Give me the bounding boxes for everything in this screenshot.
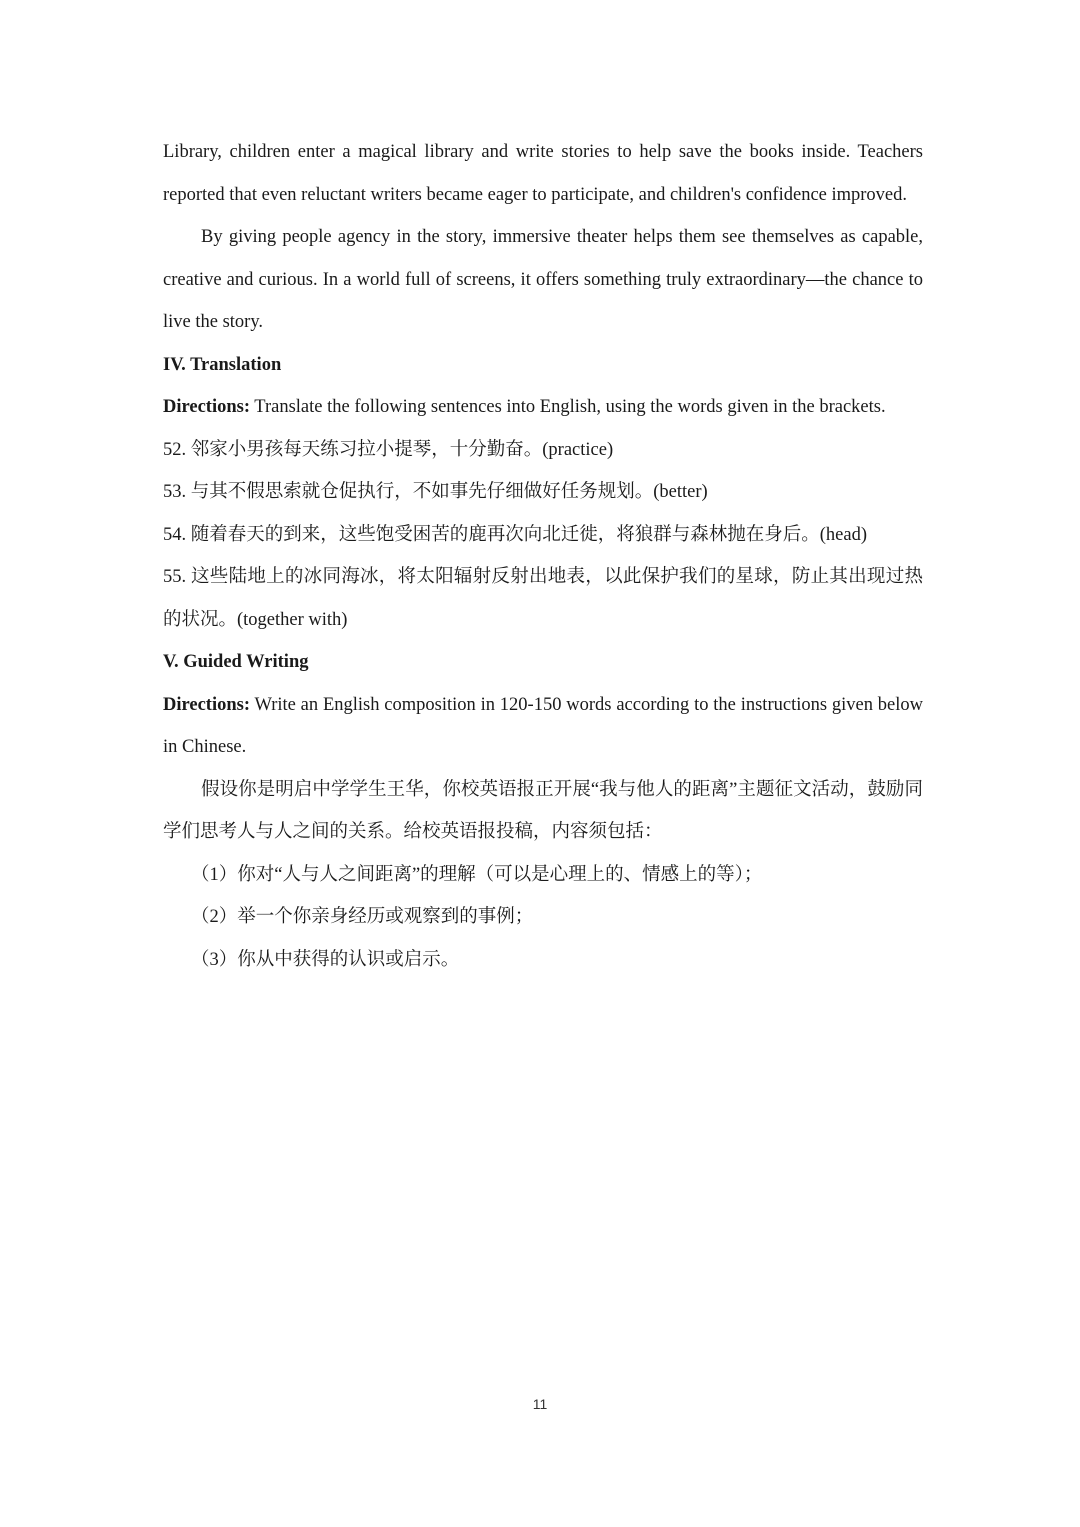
writing-point-1: （1）你对“人与人之间距离”的理解（可以是心理上的、情感上的等）； bbox=[191, 864, 763, 885]
translation-item-55: 55. 这些陆地上的冰同海冰，将太阳辐射反射出地表，以此保护我们的星球，防止其出现过热的状况。(together with) bbox=[163, 567, 923, 630]
translation-item-54: 54. 随着春天的到来，这些饱受困苦的鹿再次向北迁徙，将狼群与森林抛在身后。(head) bbox=[163, 524, 867, 545]
translation-item-53: 53. 与其不假思索就仓促执行，不如事先仔细做好任务规划。(better) bbox=[163, 482, 708, 502]
writing-point-3: （3）你从中获得的认识或启示。 bbox=[191, 949, 460, 970]
translation-directions-label: Directions: bbox=[163, 397, 250, 417]
writing-directions bbox=[163, 684, 923, 769]
writing-heading: V. Guided Writing bbox=[163, 652, 309, 672]
translation-item-52: 52. 邻家小男孩每天练习拉小提琴，十分勤奋。(practice) bbox=[163, 439, 614, 460]
translation-heading: IV. Translation bbox=[163, 354, 282, 375]
reading-paragraph-end: Library, children enter a magical library and write stories to help save the books inside. Teachers reported that even reluctant writers became eager to participate, and children's confidence improved. bbox=[163, 142, 923, 205]
writing-prompt: 假设你是明启中学学生王华，你校英语报正开展“我与他人的距离”主题征文活动，鼓励同学们思考人与人之间的关系。给校英语报投稿，内容须包括： bbox=[163, 779, 923, 842]
page-content bbox=[163, 131, 923, 981]
translation-directions-text: Translate the following sentences into English, using the words given in the brackets. bbox=[250, 397, 886, 417]
reading-paragraph-final: By giving people agency in the story, immersive theater helps them see themselves as capable, creative and curious. In a world full of screens, it offers something truly extraordinary—the chance to live the story. bbox=[163, 227, 923, 332]
writing-point-2: （2）举一个你亲身经历或观察到的事例； bbox=[191, 907, 534, 927]
writing-directions-text: Write an English composition in 120-150 words according to the instructions given below in Chinese. bbox=[163, 694, 923, 757]
translation-directions bbox=[163, 386, 923, 429]
writing-directions-label: Directions: bbox=[163, 694, 250, 715]
page-number: 11 bbox=[532, 1396, 548, 1412]
